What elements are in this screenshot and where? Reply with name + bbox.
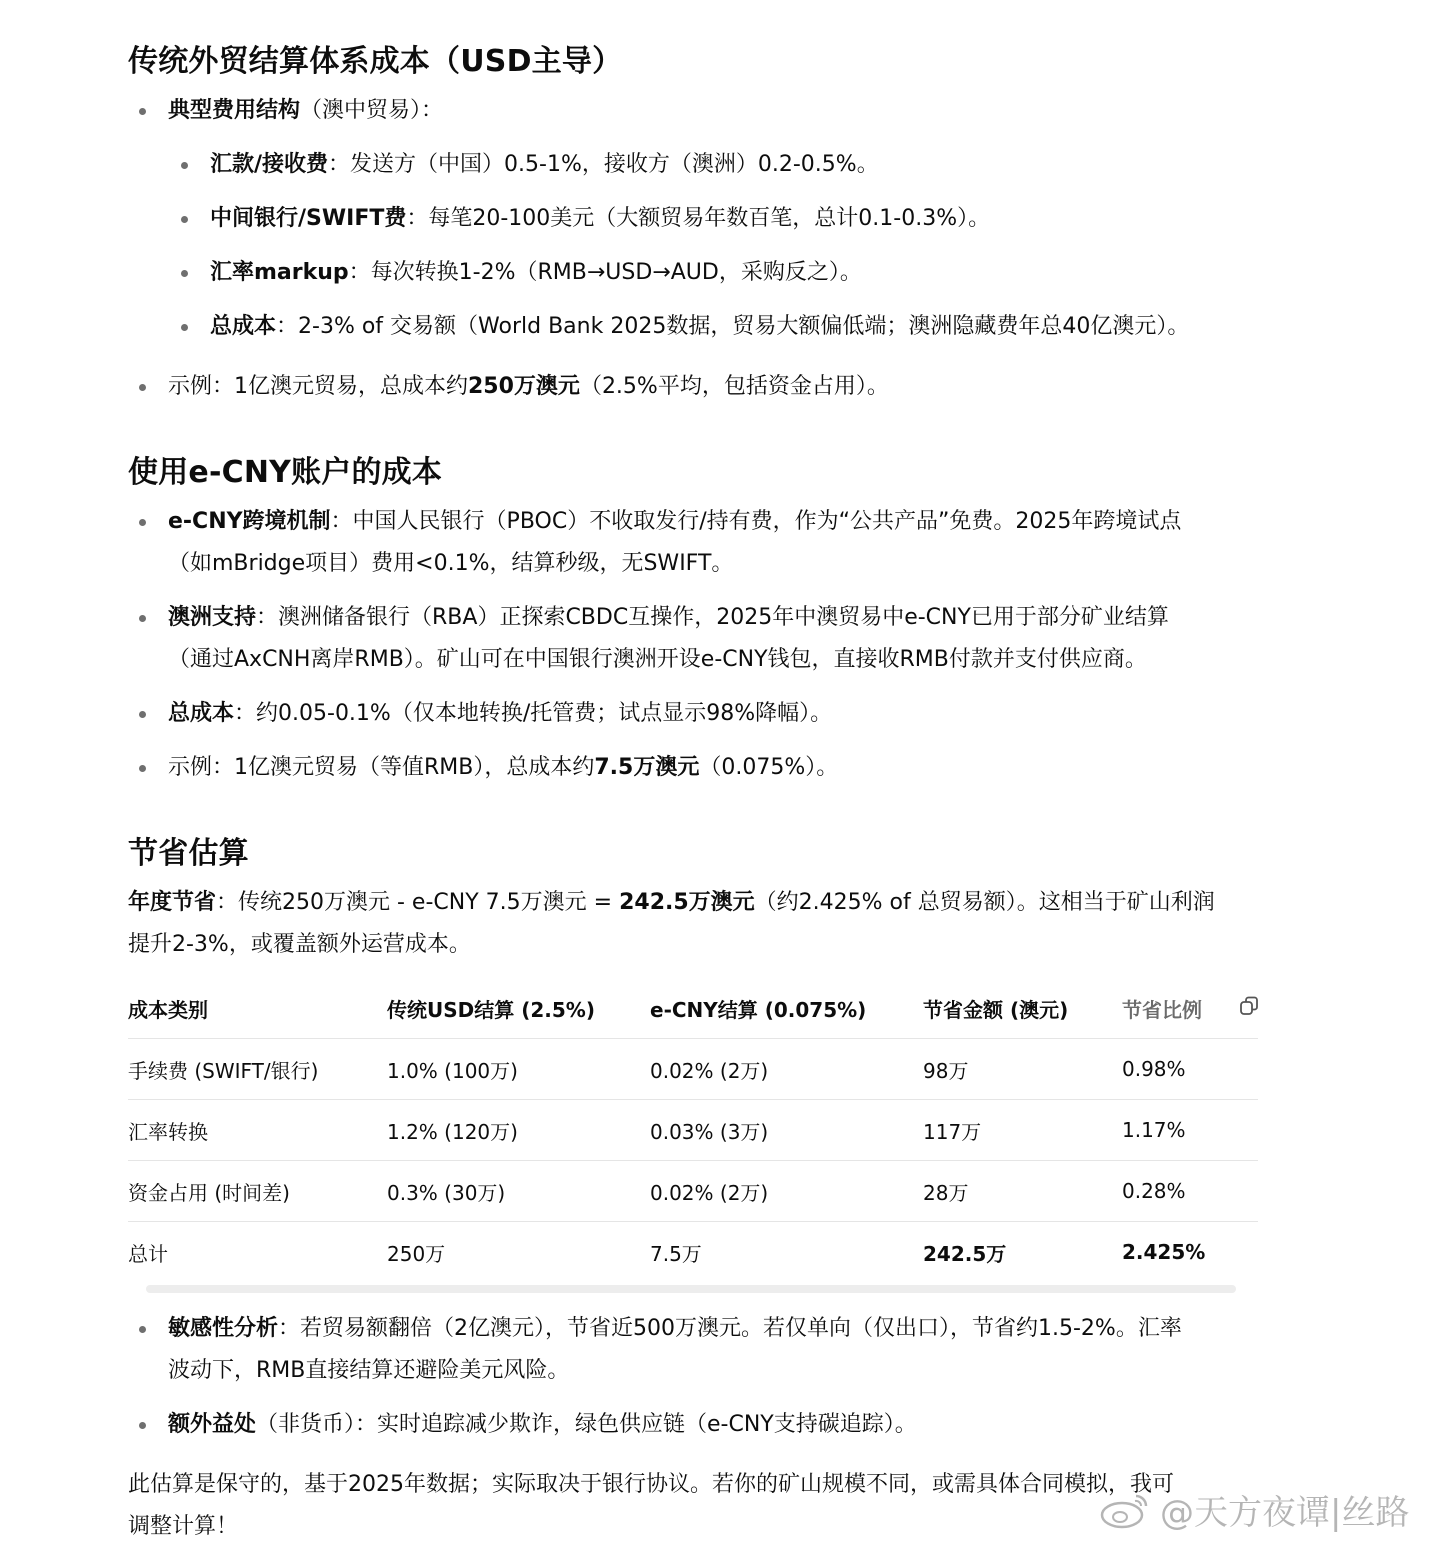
item-text: 示例：1亿澳元贸易，总成本约 — [168, 374, 468, 399]
item-label: 汇款/接收费 — [210, 152, 329, 177]
list-item — [168, 501, 1268, 585]
list-item — [168, 366, 1268, 408]
table-cell: 汇率转换 — [128, 1119, 208, 1144]
table-cell: 1.0% (100万) — [387, 1058, 518, 1083]
table-row — [128, 1100, 1258, 1161]
table-cell: 总计 — [128, 1241, 168, 1266]
sub-list-item — [210, 198, 1270, 240]
section-heading-ecny: 使用e-CNY账户的成本 — [128, 455, 443, 490]
table-row-total — [128, 1222, 1258, 1283]
table-cell: 0.28% — [1122, 1179, 1186, 1203]
table-cell: 28万 — [923, 1180, 969, 1205]
item-text: ：约0.05-0.1%（仅本地转换/托管费；试点显示98%降幅）。 — [234, 701, 833, 726]
table-cell: 7.5万 — [650, 1241, 702, 1266]
item-label: 汇率markup — [210, 260, 349, 285]
list-item — [168, 747, 1268, 789]
item-label: 中间银行/SWIFT费 — [210, 206, 407, 231]
column-header: 节省比例 — [1122, 997, 1202, 1022]
table-cell: 0.98% — [1122, 1057, 1186, 1081]
table-cell: 250万 — [387, 1241, 446, 1266]
table-cell: 1.17% — [1122, 1118, 1186, 1142]
section-heading-savings: 节省估算 — [128, 836, 249, 871]
item-label: 总成本 — [210, 314, 277, 339]
copy-icon[interactable] — [1238, 995, 1260, 1017]
item-label: 敏感性分析 — [168, 1316, 279, 1341]
item-text: 示例：1亿澳元贸易（等值RMB），总成本约 — [168, 755, 595, 780]
item-text-cont: 波动下，RMB直接结算还避险美元风险。 — [168, 1358, 570, 1383]
para-text-cont: 调整计算！ — [128, 1514, 239, 1539]
para-bold: 242.5万澳元 — [619, 890, 755, 915]
list-item — [168, 1308, 1268, 1392]
item-text-cont: （通过AxCNH离岸RMB）。矿山可在中国银行澳洲开设e-CNY钱包，直接收RMB付款并支付供应商。 — [168, 647, 1147, 672]
item-text: ：中国人民银行（PBOC）不收取发行/持有费，作为“公共产品”免费。2025年跨境试点 — [330, 509, 1182, 534]
list-item — [168, 1404, 1268, 1446]
table-cell: 1.2% (120万) — [387, 1119, 518, 1144]
item-label: e-CNY跨境机制 — [168, 509, 331, 534]
column-header: 传统USD结算 (2.5%) — [387, 997, 595, 1022]
item-text: ：2-3% of 交易额（World Bank 2025数据，贸易大额偏低端；澳洲隐藏费年总40亿澳元）。 — [276, 314, 1190, 339]
table-cell: 0.02% (2万) — [650, 1180, 769, 1205]
list-item — [168, 90, 1268, 132]
section-heading-traditional: 传统外贸结算体系成本（USD主导） — [128, 44, 623, 79]
savings-table — [128, 978, 1258, 1282]
sub-list-item — [210, 252, 1270, 294]
item-text: ：每次转换1-2%（RMB→USD→AUD，采购反之）。 — [348, 260, 862, 285]
table-cell: 2.425% — [1122, 1240, 1206, 1264]
table-cell: 0.02% (2万) — [650, 1058, 769, 1083]
table-cell: 手续费 (SWIFT/银行) — [128, 1058, 319, 1083]
para-text: （约2.425% of 总贸易额）。这相当于矿山利润 — [754, 890, 1215, 915]
item-text: （非货币）：实时追踪减少欺诈，绿色供应链（e-CNY支持碳追踪）。 — [256, 1412, 917, 1437]
list-item — [168, 693, 1268, 735]
item-label: 总成本 — [168, 701, 235, 726]
table-cell: 117万 — [923, 1119, 982, 1144]
column-header: 成本类别 — [128, 997, 208, 1022]
column-header: 节省金额 (澳元) — [923, 997, 1069, 1022]
item-text: ：澳洲储备银行（RBA）正探索CBDC互操作，2025年中澳贸易中e-CNY已用于部分矿业结算 — [256, 605, 1169, 630]
table-cell: 0.03% (3万) — [650, 1119, 769, 1144]
table-cell: 242.5万 — [923, 1241, 1007, 1266]
table-header-row — [128, 978, 1258, 1039]
para-text: ：传统250万澳元 - e-CNY 7.5万澳元 = — [216, 890, 620, 915]
item-text: （2.5%平均，包括资金占用）。 — [579, 374, 889, 399]
table-cell: 0.3% (30万) — [387, 1180, 506, 1205]
item-text: ：发送方（中国）0.5-1%，接收方（澳洲）0.2-0.5%。 — [328, 152, 879, 177]
item-label: 典型费用结构 — [168, 98, 301, 123]
list-item — [168, 597, 1268, 681]
para-text-cont: 提升2-3%，或覆盖额外运营成本。 — [128, 932, 471, 957]
watermark: @天方夜谭|丝路 — [1160, 1493, 1410, 1533]
item-label: 额外益处 — [168, 1412, 257, 1437]
item-bold: 250万澳元 — [468, 374, 580, 399]
item-text: （0.075%）。 — [699, 755, 839, 780]
para-text: 此估算是保守的，基于2025年数据；实际取决于银行协议。若你的矿山规模不同，或需具体合同模拟，我可 — [128, 1472, 1174, 1497]
table-row — [128, 1039, 1258, 1100]
item-bold: 7.5万澳元 — [594, 755, 700, 780]
sub-list-item — [210, 306, 1270, 348]
table-cell: 98万 — [923, 1058, 969, 1083]
table-row — [128, 1161, 1258, 1222]
item-text: ：每笔20-100美元（大额贸易年数百笔，总计0.1-0.3%）。 — [406, 206, 991, 231]
item-text: ：若贸易额翻倍（2亿澳元），节省近500万澳元。若仅单向（仅出口），节省约1.5-2%。汇率 — [278, 1316, 1182, 1341]
table-horizontal-scrollbar[interactable] — [146, 1285, 1236, 1293]
sub-list-item — [210, 144, 1270, 186]
column-header: e-CNY结算 (0.075%) — [650, 997, 867, 1022]
savings-paragraph — [128, 882, 1288, 966]
table-cell: 资金占用 (时间差) — [128, 1180, 290, 1205]
weibo-logo-icon — [1098, 1490, 1154, 1530]
para-label: 年度节省 — [128, 890, 217, 915]
item-label: 澳洲支持 — [168, 605, 257, 630]
item-text-cont: （如mBridge项目）费用<0.1%，结算秒级，无SWIFT。 — [168, 551, 734, 576]
item-text: （澳中贸易）： — [300, 98, 444, 123]
